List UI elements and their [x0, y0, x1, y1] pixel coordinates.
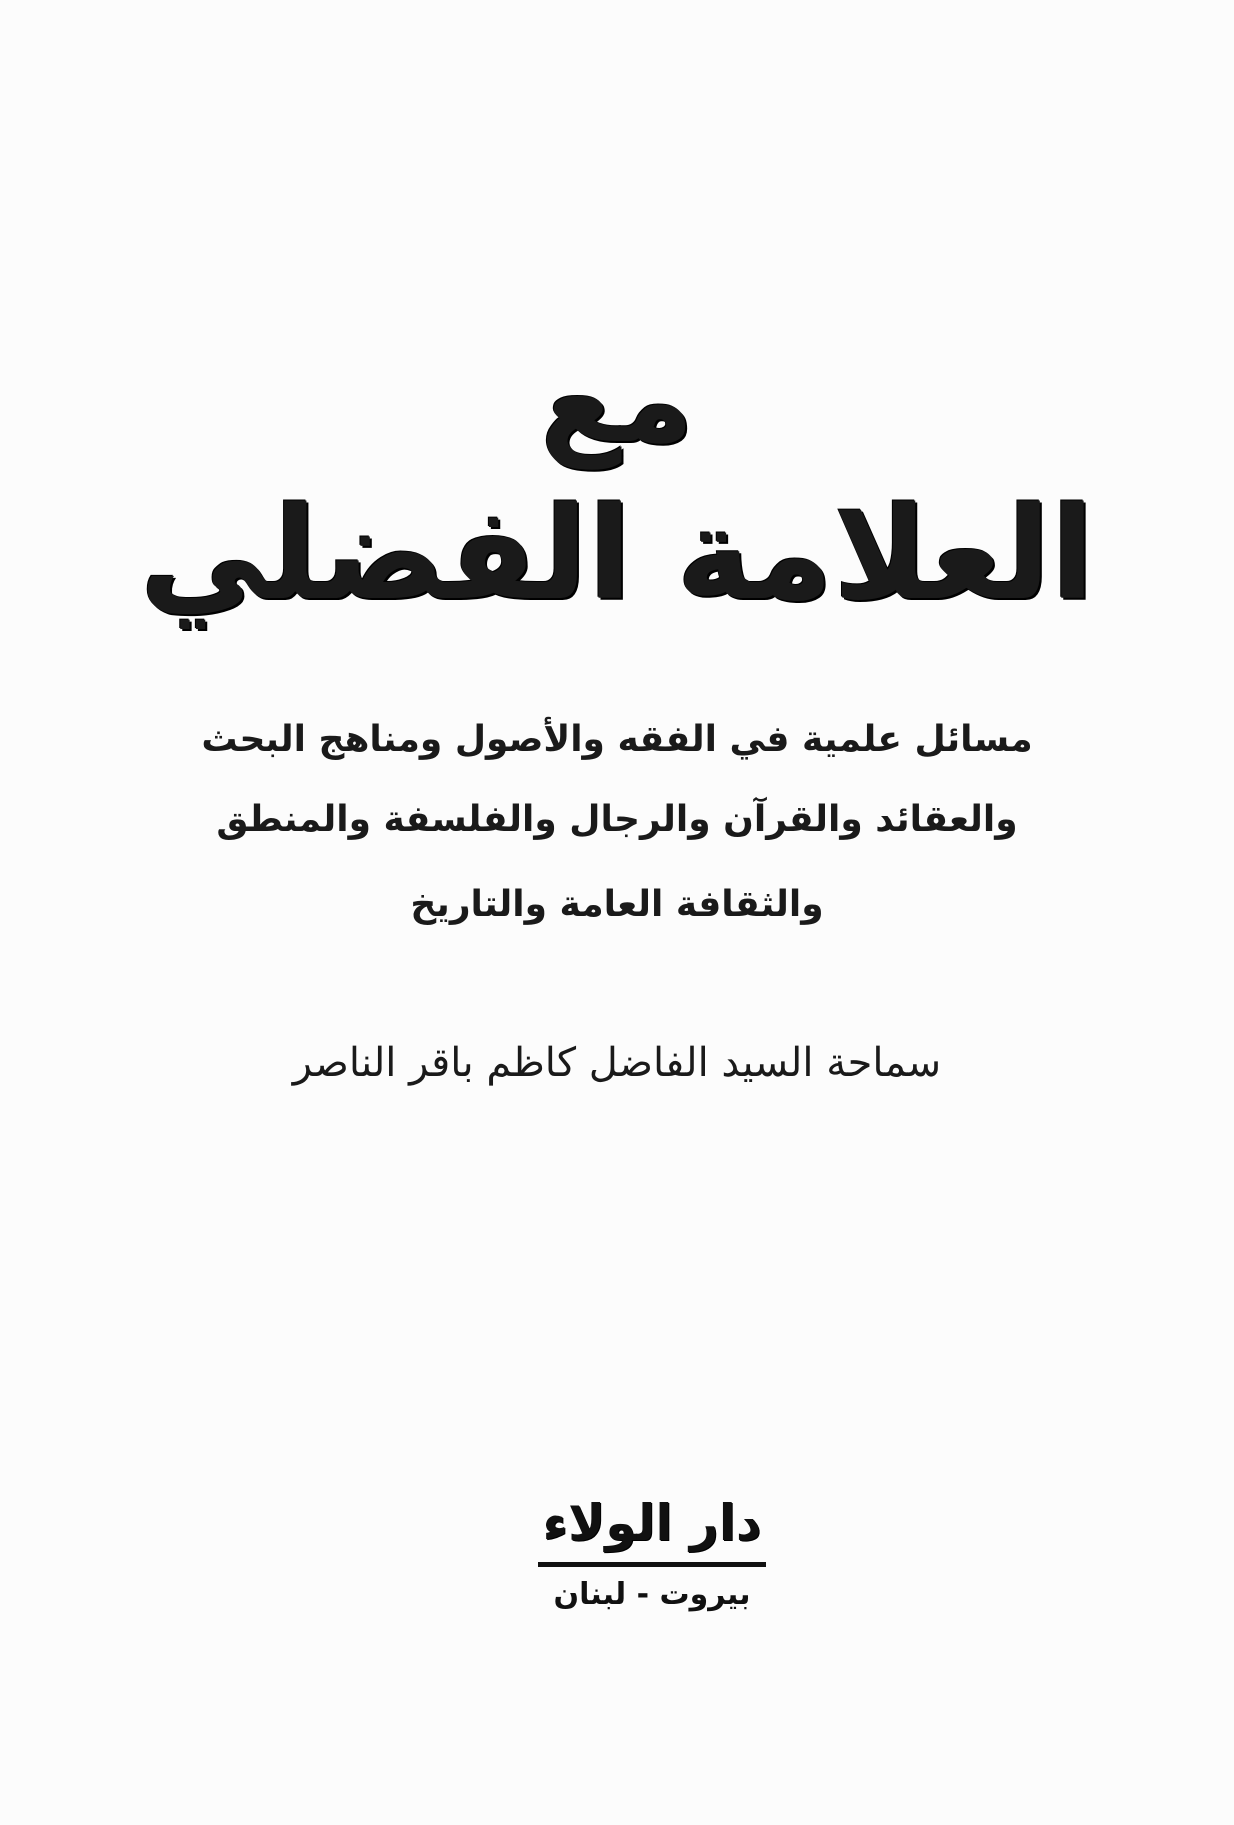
subtitle-line-1: مسائل علمية في الفقه والأصول ومناهج البحث: [201, 719, 1033, 760]
subtitle-line-2: والعقائد والقرآن والرجال والفلسفة والمنطق: [216, 799, 1018, 840]
publisher-logo: [537, 1490, 767, 1620]
publisher-location: بيروت - لبنان: [553, 1577, 751, 1612]
subtitle-line-3: والثقافة العامة والتاريخ: [410, 884, 824, 925]
publisher-divider: [538, 1562, 766, 1567]
publisher-name: دار الولاء: [542, 1494, 762, 1552]
author-name: سماحة السيد الفاضل كاظم باقر الناصر: [292, 1040, 942, 1086]
title-line-2: العلامة الفضلي: [139, 480, 1095, 629]
title-line-1: مع: [540, 331, 694, 469]
